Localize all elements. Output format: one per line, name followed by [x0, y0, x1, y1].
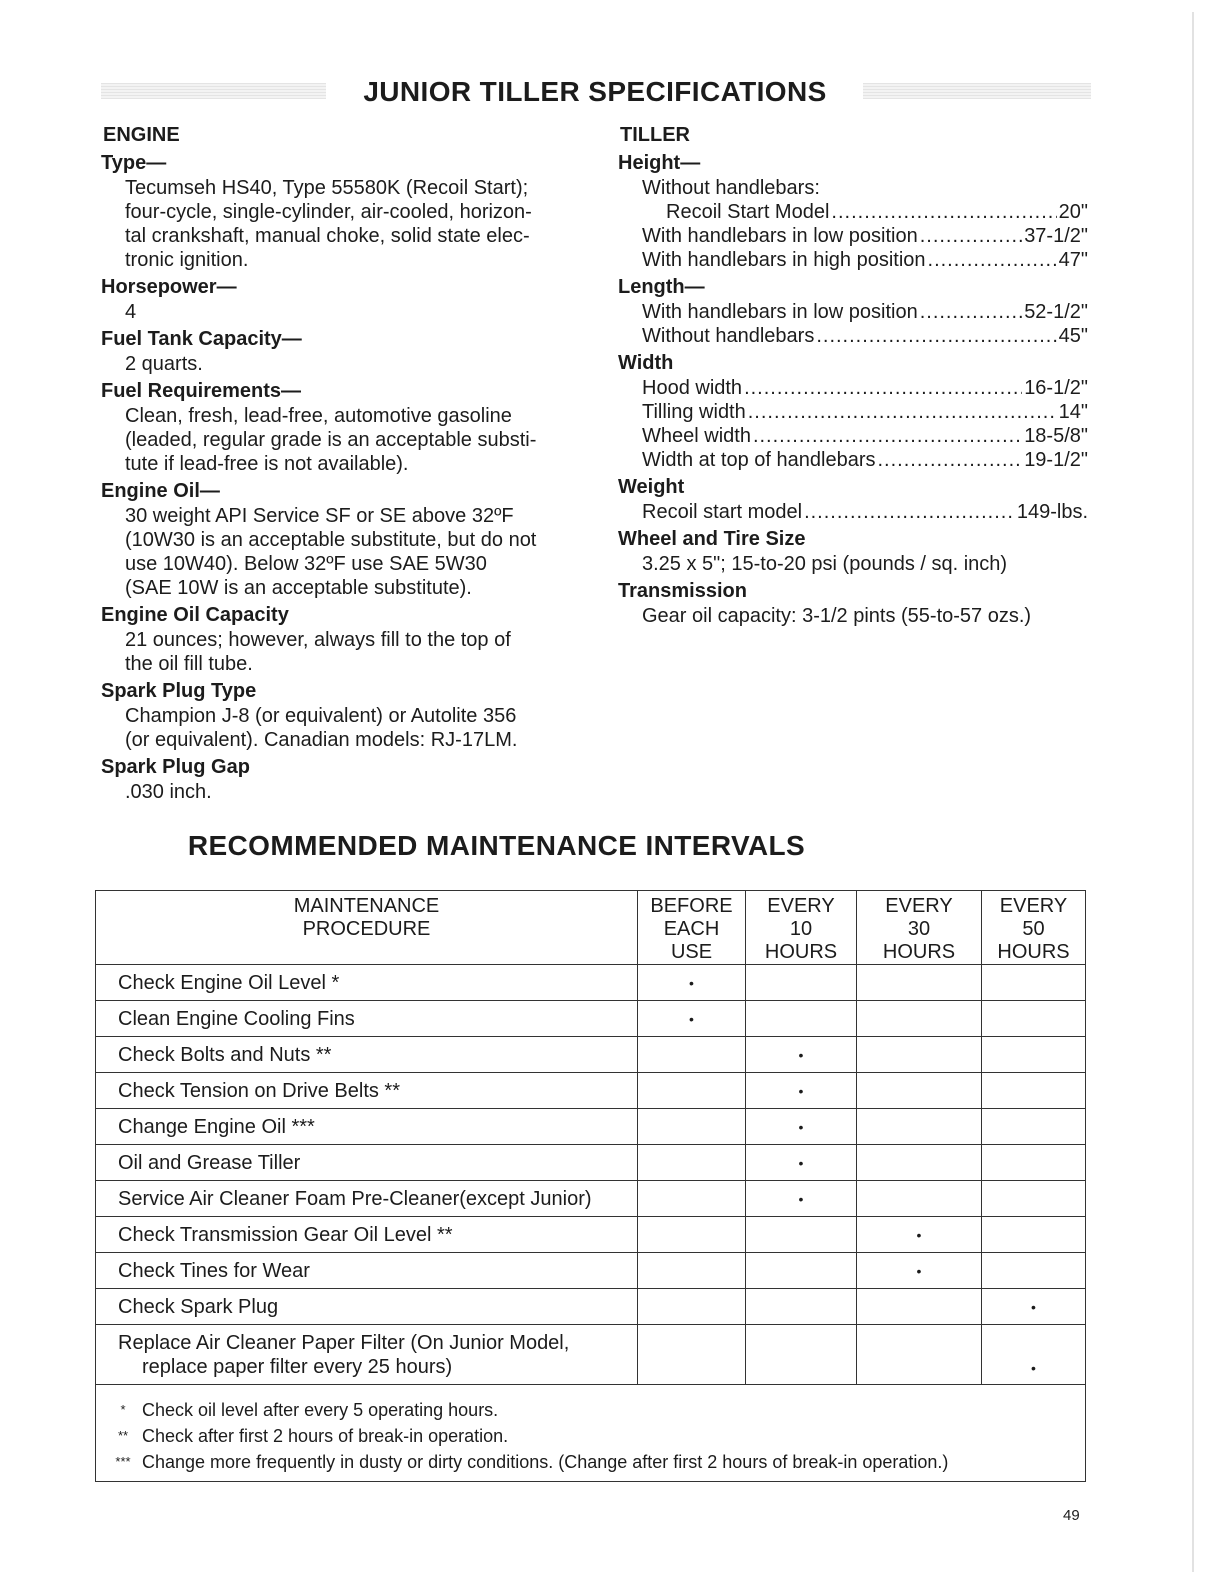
spec-label: Width at top of handlebars	[642, 449, 876, 471]
header-line: EVERY	[767, 895, 835, 917]
mark-cell	[857, 1073, 982, 1109]
page-number: 49	[1063, 1507, 1080, 1524]
mark-cell: •	[746, 1145, 857, 1181]
mark-cell	[746, 1253, 857, 1289]
header-line: 10	[789, 918, 813, 940]
spec-value: 47"	[1058, 249, 1088, 271]
leader-dots	[920, 300, 1022, 324]
footnote-symbol: **	[117, 1428, 129, 1443]
leader-dots	[816, 324, 1056, 348]
spec-label: Hood width	[642, 377, 743, 399]
horsepower-value: 4	[125, 301, 137, 323]
mark-cell: •	[638, 965, 746, 1001]
table-row	[96, 1001, 1086, 1037]
fuel-tank-label: Fuel Tank Capacity—	[101, 328, 302, 350]
engine-oil-line: use 10W40). Below 32ºF use SAE 5W30	[125, 553, 487, 575]
fuel-req-label: Fuel Requirements—	[101, 380, 302, 402]
procedure-cell	[96, 1325, 638, 1385]
fuel-req-line: (leaded, regular grade is an acceptable substi-	[125, 429, 537, 451]
mark-cell: •	[982, 1289, 1086, 1325]
spec-row-tilling	[642, 400, 1088, 424]
height-label: Height—	[618, 152, 701, 174]
spec-value: 14"	[1058, 401, 1088, 423]
header-line: EVERY	[885, 895, 953, 917]
mark-cell	[857, 1289, 982, 1325]
spec-row-len-without	[642, 324, 1088, 348]
mark-cell: •	[982, 1325, 1086, 1385]
specs-banner	[101, 76, 1091, 110]
spec-value: 45"	[1058, 325, 1088, 347]
mark-cell	[982, 1217, 1086, 1253]
notes-row	[96, 1385, 1086, 1482]
spec-value: 149-lbs.	[1016, 501, 1088, 523]
mark-cell	[982, 1181, 1086, 1217]
engine-oil-line: 30 weight API Service SF or SE above 32ºF	[125, 505, 514, 527]
table-row	[96, 1325, 1086, 1385]
oil-capacity-label: Engine Oil Capacity	[101, 604, 289, 626]
fuel-tank-value: 2 quarts.	[125, 353, 203, 375]
table-row	[96, 1109, 1086, 1145]
horsepower-label: Horsepower—	[101, 276, 237, 298]
header-every-10	[746, 891, 857, 965]
spec-label: With handlebars in low position	[642, 301, 918, 323]
mark-cell	[982, 1037, 1086, 1073]
leader-dots	[753, 424, 1022, 448]
mark-cell: •	[638, 1001, 746, 1037]
header-line: 50	[1022, 918, 1045, 940]
footnote-symbol: *	[120, 1402, 126, 1417]
mark-cell	[638, 1145, 746, 1181]
plug-type-label: Spark Plug Type	[101, 680, 257, 702]
spec-label: With handlebars in high position	[642, 249, 926, 271]
procedure-cell: Oil and Grease Tiller	[96, 1145, 638, 1181]
table-row	[96, 1181, 1086, 1217]
footnote-text: Change more frequently in dusty or dirty conditions. (Change after first 2 hours of break-in operation.)	[142, 1452, 949, 1472]
engine-heading: ENGINE	[103, 124, 180, 146]
leader-dots	[804, 500, 1015, 524]
maintenance-title: RECOMMENDED MAINTENANCE INTERVALS	[187, 830, 806, 861]
table-row	[96, 1145, 1086, 1181]
header-line: EVERY	[999, 895, 1068, 917]
engine-specs	[101, 122, 591, 804]
mark-cell: •	[746, 1037, 857, 1073]
spec-label: Tilling width	[642, 401, 746, 423]
engine-oil-line: (10W30 is an acceptable substitute, but do not	[125, 529, 537, 551]
footnote-text: Check after first 2 hours of break-in operation.	[142, 1426, 509, 1446]
mark-cell	[857, 1037, 982, 1073]
type-line: tronic ignition.	[125, 249, 249, 271]
banner-bar-left	[101, 83, 326, 99]
header-line: USE	[670, 941, 713, 963]
type-line: tal crankshaft, manual choke, solid state elec-	[125, 225, 530, 247]
fuel-req-line: Clean, fresh, lead-free, automotive gasoline	[125, 405, 512, 427]
transmission-value: Gear oil capacity: 3-1/2 pints (55-to-57 ozs.)	[642, 605, 1032, 627]
footnote	[104, 1423, 1085, 1449]
spec-row-recoil-weight	[642, 500, 1088, 524]
page-edge	[1192, 12, 1194, 1572]
mark-cell	[746, 1217, 857, 1253]
spec-row-recoil-height	[666, 200, 1088, 224]
spec-row-hood	[642, 376, 1088, 400]
procedure-cell: Service Air Cleaner Foam Pre-Cleaner(except Junior)	[96, 1181, 638, 1217]
mark-cell	[982, 1253, 1086, 1289]
spec-label: Recoil Start Model	[666, 201, 830, 223]
header-line: BEFORE	[650, 895, 733, 917]
footnote-symbol: ***	[115, 1454, 131, 1469]
leader-dots	[877, 448, 1022, 472]
header-line: EACH	[663, 918, 720, 940]
mark-cell	[638, 1073, 746, 1109]
procedure-cell: Check Engine Oil Level *	[96, 965, 638, 1001]
mark-cell	[982, 965, 1086, 1001]
mark-cell	[746, 1325, 857, 1385]
procedure-cell: Clean Engine Cooling Fins	[96, 1001, 638, 1037]
type-line: Tecumseh HS40, Type 55580K (Recoil Start);	[125, 177, 529, 199]
table-row	[96, 1037, 1086, 1073]
spec-label: Wheel width	[642, 425, 751, 447]
table-row	[96, 1073, 1086, 1109]
type-line: four-cycle, single-cylinder, air-cooled, horizon-	[125, 201, 532, 223]
mark-cell	[638, 1289, 746, 1325]
spec-value: 16-1/2"	[1024, 377, 1088, 399]
weight-label: Weight	[618, 476, 685, 498]
wheel-tire-label: Wheel and Tire Size	[618, 528, 806, 550]
mark-cell	[638, 1253, 746, 1289]
leader-dots	[928, 248, 1057, 272]
mark-cell	[982, 1073, 1086, 1109]
engine-oil-label: Engine Oil—	[101, 480, 220, 502]
mark-cell	[746, 1001, 857, 1037]
plug-gap-value: .030 inch.	[125, 781, 212, 803]
procedure-cell: Check Tines for Wear	[96, 1253, 638, 1289]
spec-label: Recoil start model	[642, 501, 803, 523]
procedure-cell: Check Bolts and Nuts **	[96, 1037, 638, 1073]
spec-label: Without handlebars	[642, 325, 815, 347]
spec-value: 18-5/8"	[1024, 425, 1088, 447]
spec-row-len-low	[642, 300, 1088, 324]
spec-value: 52-1/2"	[1024, 301, 1088, 323]
table-header-row	[96, 891, 1086, 965]
mark-cell	[857, 1001, 982, 1037]
type-label: Type—	[101, 152, 167, 174]
footnote-text: Check oil level after every 5 operating hours.	[142, 1400, 499, 1420]
procedure-cell: Check Transmission Gear Oil Level **	[96, 1217, 638, 1253]
header-before-use	[638, 891, 746, 965]
header-line: HOURS	[764, 941, 838, 963]
banner-bar-right	[863, 83, 1091, 99]
table-row	[96, 1217, 1086, 1253]
header-line: MAINTENANCE	[293, 895, 440, 917]
spec-value: 37-1/2"	[1024, 225, 1088, 247]
header-every-50	[982, 891, 1086, 965]
oil-capacity-line: 21 ounces; however, always fill to the top of	[125, 629, 511, 651]
mark-cell	[857, 1145, 982, 1181]
mark-cell	[857, 1181, 982, 1217]
procedure-cell: Change Engine Oil ***	[96, 1109, 638, 1145]
tiller-heading: TILLER	[620, 124, 690, 146]
mark-cell	[982, 1145, 1086, 1181]
leader-dots	[744, 376, 1022, 400]
procedure-line: replace paper filter every 25 hours)	[142, 1355, 453, 1378]
spec-label: With handlebars in low position	[642, 225, 918, 247]
width-label: Width	[618, 352, 674, 374]
spec-row-hb-low	[642, 224, 1088, 248]
mark-cell	[638, 1325, 746, 1385]
mark-cell	[746, 965, 857, 1001]
without-handlebars-label: Without handlebars:	[642, 177, 820, 199]
spec-value: 20"	[1058, 201, 1088, 223]
mark-cell: •	[857, 1217, 982, 1253]
procedure-cell: Check Spark Plug	[96, 1289, 638, 1325]
procedure-line: Replace Air Cleaner Paper Filter (On Junior Model,	[118, 1331, 570, 1354]
table-row	[96, 965, 1086, 1001]
specs-title: JUNIOR TILLER SPECIFICATIONS	[363, 76, 827, 107]
mark-cell	[982, 1001, 1086, 1037]
leader-dots	[748, 400, 1057, 424]
spec-row-hb-high	[642, 248, 1088, 272]
leader-dots	[831, 200, 1056, 224]
mark-cell: •	[746, 1181, 857, 1217]
footnote	[104, 1397, 1085, 1423]
table-row	[96, 1289, 1086, 1325]
mark-cell: •	[746, 1073, 857, 1109]
mark-cell	[638, 1181, 746, 1217]
mark-cell: •	[746, 1109, 857, 1145]
footnote	[104, 1449, 1085, 1475]
header-line: HOURS	[882, 941, 956, 963]
mark-cell: •	[857, 1253, 982, 1289]
mark-cell	[857, 1109, 982, 1145]
plug-gap-label: Spark Plug Gap	[101, 756, 250, 778]
mark-cell	[857, 1325, 982, 1385]
header-line: 30	[907, 918, 931, 940]
header-line: HOURS	[997, 941, 1070, 963]
header-procedure	[96, 891, 638, 965]
mark-cell	[982, 1109, 1086, 1145]
spec-value: 19-1/2"	[1024, 449, 1088, 471]
mark-cell	[638, 1037, 746, 1073]
procedure-cell: Check Tension on Drive Belts **	[96, 1073, 638, 1109]
length-label: Length—	[618, 276, 705, 298]
mark-cell	[857, 965, 982, 1001]
spec-row-wheel	[642, 424, 1088, 448]
transmission-label: Transmission	[618, 580, 747, 602]
plug-type-line: Champion J-8 (or equivalent) or Autolite 356	[125, 705, 517, 727]
header-every-30	[857, 891, 982, 965]
mark-cell	[746, 1289, 857, 1325]
tiller-specs	[618, 122, 1088, 628]
header-line: PROCEDURE	[302, 918, 431, 940]
notes-cell	[96, 1385, 1086, 1482]
wheel-tire-value: 3.25 x 5"; 15-to-20 psi (pounds / sq. inch)	[642, 553, 1008, 575]
plug-type-line: (or equivalent). Canadian models: RJ-17LM.	[125, 729, 518, 751]
maintenance-table	[95, 890, 1086, 1482]
engine-oil-line: (SAE 10W is an acceptable substitute).	[125, 577, 472, 599]
mark-cell	[638, 1217, 746, 1253]
table-row	[96, 1253, 1086, 1289]
spec-row-top-handlebars	[642, 448, 1088, 472]
leader-dots	[920, 224, 1022, 248]
mark-cell	[638, 1109, 746, 1145]
fuel-req-line: tute if lead-free is not available).	[125, 453, 409, 475]
oil-capacity-line: the oil fill tube.	[125, 653, 253, 675]
